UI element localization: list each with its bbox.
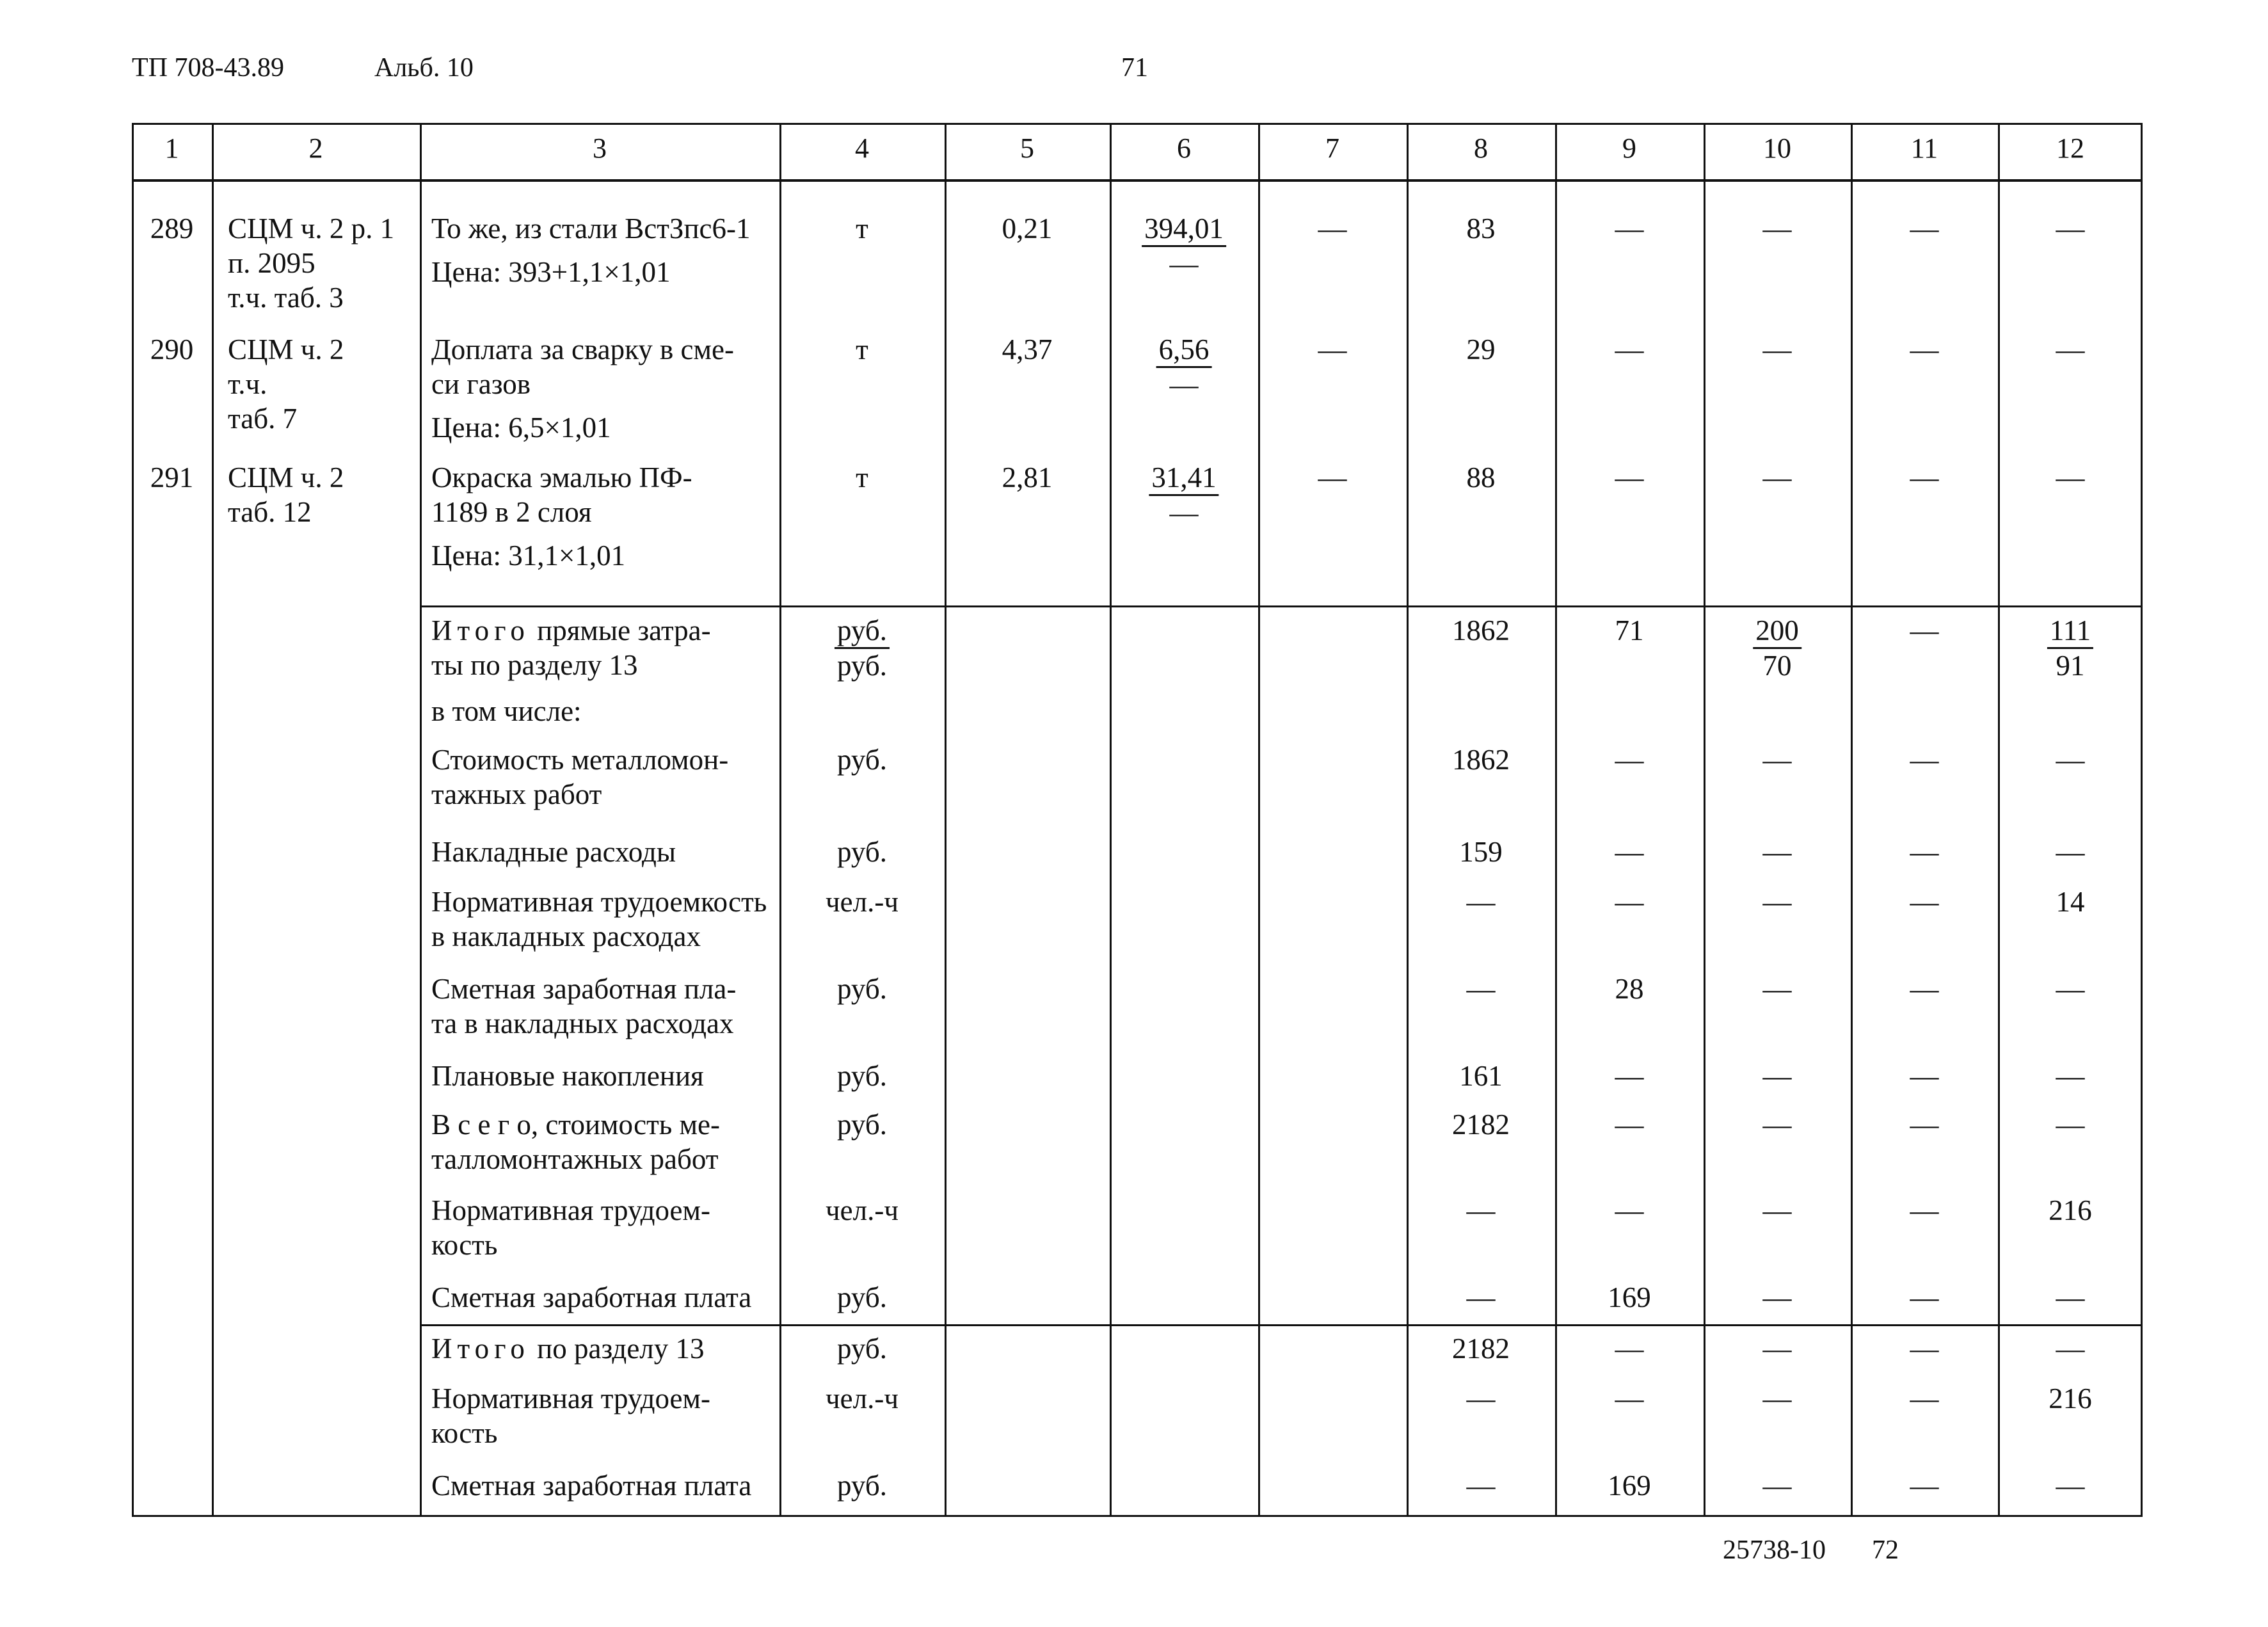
section-total-col-11: — — [1910, 1333, 1939, 1365]
summary-row-col-9: — — [1615, 1194, 1644, 1226]
section-total-label-rest: по разделу 13 — [529, 1333, 705, 1365]
summary-row-label: тажных работ — [431, 778, 602, 810]
section-row-unit: чел.-ч — [826, 1383, 898, 1415]
estimate-table — [132, 123, 2143, 1517]
summary-row-label: Стоимость металломон- — [431, 744, 729, 776]
row-number: 291 — [150, 461, 194, 493]
unit-price — [1142, 211, 1226, 280]
column-number-6: 6 — [1177, 132, 1191, 164]
summary-row-col-12: — — [2056, 1060, 2085, 1092]
direct-costs-col-11: — — [1910, 614, 1939, 646]
summary-row-unit: чел.-ч — [826, 1194, 898, 1226]
section-row-label: кость — [431, 1417, 498, 1449]
summary-row-col-10: — — [1762, 1060, 1792, 1092]
section-total-col-12: — — [2056, 1333, 2085, 1365]
unit: т — [856, 461, 868, 493]
summary-row-col-9: 169 — [1608, 1281, 1651, 1313]
section-row-col-12: 216 — [2048, 1383, 2092, 1415]
value-col-7: — — [1318, 461, 1347, 493]
value-col-9: — — [1615, 461, 1644, 493]
summary-row-label: Плановые накопления — [431, 1060, 704, 1092]
section-row-col-11: — — [1910, 1470, 1939, 1502]
summary-row-col-10: — — [1762, 886, 1792, 918]
summary-row-col-8: 1862 — [1452, 744, 1510, 776]
direct-costs-label — [431, 613, 711, 648]
norm-reference: таб. 12 — [228, 496, 312, 528]
summary-row-col-9: — — [1615, 744, 1644, 776]
column-number-9: 9 — [1622, 132, 1636, 164]
summary-row-col-9: — — [1615, 836, 1644, 868]
section-total-col-8: 2182 — [1452, 1333, 1510, 1365]
header-separator — [132, 179, 2143, 182]
norm-reference: СЦМ ч. 2 — [228, 333, 344, 365]
unit-price — [1156, 332, 1212, 401]
quantity: 0,21 — [1002, 212, 1053, 244]
value-col-11: — — [1910, 333, 1939, 365]
summary-row-col-12: 14 — [2056, 886, 2085, 918]
footer-code: 25738-10 — [1723, 1535, 1826, 1565]
column-rule-5 — [1110, 123, 1112, 1517]
norm-reference: т.ч. таб. 3 — [228, 282, 344, 314]
value-col-10: — — [1762, 333, 1792, 365]
column-rule-12 — [2141, 123, 2143, 1517]
quantity: 2,81 — [1002, 461, 1053, 493]
page-number: 71 — [1121, 53, 1148, 83]
summary-row-col-10: — — [1762, 1109, 1792, 1141]
summary-row-label: талломонтажных работ — [431, 1143, 719, 1175]
value-col-7: — — [1318, 333, 1347, 365]
value-col-12: — — [2056, 212, 2085, 244]
section-row-col-9: — — [1615, 1383, 1644, 1415]
column-number-11: 11 — [1910, 132, 1938, 164]
summary-row-col-8: — — [1466, 886, 1496, 918]
value-col-11: — — [1910, 212, 1939, 244]
doc-code: ТП 708-43.89 — [132, 53, 284, 83]
summary-row-col-8: 2182 — [1452, 1109, 1510, 1141]
summary-row-col-11: — — [1910, 1060, 1939, 1092]
norm-reference: п. 2095 — [228, 247, 315, 279]
summary-row-col-10: — — [1762, 973, 1792, 1005]
value-col-7: — — [1318, 212, 1347, 244]
summary-row-col-12: — — [2056, 836, 2085, 868]
section-total-unit: руб. — [837, 1333, 887, 1365]
unit-price-numerator: 31,41 — [1149, 461, 1218, 496]
total-word: Итого — [431, 614, 530, 646]
direct-costs-labor-numerator: 111 — [2047, 614, 2093, 649]
summary-row-unit: руб. — [837, 1281, 887, 1313]
section-row-unit: руб. — [837, 1470, 887, 1502]
unit-price-numerator: 6,56 — [1156, 333, 1212, 368]
direct-costs-machines — [1753, 613, 1801, 682]
summary-row-col-10: — — [1762, 1281, 1792, 1313]
summary-row-col-8: 159 — [1459, 836, 1503, 868]
summary-row-label: Нормативная трудоем- — [431, 1194, 710, 1226]
norm-reference: СЦМ ч. 2 — [228, 461, 344, 493]
summary-row-col-9: — — [1615, 1060, 1644, 1092]
work-description: Окраска эмалью ПФ- — [431, 461, 692, 493]
summary-row-label: та в накладных расходах — [431, 1007, 734, 1039]
unit-price-denominator: — — [1169, 248, 1199, 280]
work-description: 1189 в 2 слоя — [431, 496, 592, 528]
summary-row-col-9: 28 — [1615, 973, 1644, 1005]
norm-reference: СЦМ ч. 2 р. 1 — [228, 212, 395, 244]
summary-row-label: Накладные расходы — [431, 836, 676, 868]
section-row-label: Сметная заработная плата — [431, 1470, 752, 1502]
direct-costs-machines-denominator: 70 — [1762, 650, 1792, 682]
norm-reference: таб. 7 — [228, 403, 298, 435]
summary-row-col-10: — — [1762, 1194, 1792, 1226]
summary-row-label: Сметная заработная пла- — [431, 973, 737, 1005]
column-rule-10 — [1851, 123, 1853, 1517]
value-col-10: — — [1762, 461, 1792, 493]
direct-costs-total: 1862 — [1452, 614, 1510, 646]
column-number-4: 4 — [855, 132, 869, 164]
column-number-2: 2 — [308, 132, 323, 164]
summary-row-col-11: — — [1910, 973, 1939, 1005]
value-col-8: 83 — [1466, 212, 1496, 244]
work-description: Цена: 31,1×1,01 — [431, 540, 626, 572]
summary-row-label: в накладных расходах — [431, 920, 701, 952]
value-col-9: — — [1615, 212, 1644, 244]
direct-costs-label-line2: ты по разделу 13 — [431, 649, 638, 681]
work-description: Цена: 393+1,1×1,01 — [431, 256, 671, 288]
section-total-label — [431, 1331, 705, 1366]
column-rule-7 — [1407, 123, 1409, 1517]
subtotal-separator — [420, 605, 2143, 607]
column-rule-4 — [945, 123, 946, 1517]
direct-costs-unit-denominator: руб. — [837, 650, 887, 682]
summary-row-col-10: — — [1762, 836, 1792, 868]
summary-row-col-12: — — [2056, 1109, 2085, 1141]
value-col-10: — — [1762, 212, 1792, 244]
column-number-5: 5 — [1020, 132, 1034, 164]
summary-row-col-12: — — [2056, 744, 2085, 776]
unit-price-numerator: 394,01 — [1142, 212, 1226, 247]
including-label: в том числе: — [431, 695, 582, 727]
direct-costs-label-rest: прямые затра- — [529, 614, 711, 646]
summary-row-unit: руб. — [837, 1060, 887, 1092]
summary-row-col-10: — — [1762, 744, 1792, 776]
summary-row-col-11: — — [1910, 886, 1939, 918]
section-row-col-11: — — [1910, 1383, 1939, 1415]
row-number: 289 — [150, 212, 194, 244]
unit: т — [856, 333, 868, 365]
section-row-col-12: — — [2056, 1470, 2085, 1502]
column-rule-1 — [212, 123, 214, 1517]
summary-row-col-8: — — [1466, 1281, 1496, 1313]
direct-costs-machines-numerator: 200 — [1753, 614, 1801, 649]
unit: т — [856, 212, 868, 244]
summary-row-col-11: — — [1910, 744, 1939, 776]
summary-row-label: Нормативная трудоемкость — [431, 886, 767, 918]
work-description: Доплата за сварку в сме- — [431, 333, 734, 365]
summary-row-col-8: 161 — [1459, 1060, 1503, 1092]
summary-row-col-12: 216 — [2048, 1194, 2092, 1226]
value-col-12: — — [2056, 333, 2085, 365]
summary-row-col-12: — — [2056, 1281, 2085, 1313]
column-rule-9 — [1704, 123, 1705, 1517]
section-row-col-9: 169 — [1608, 1470, 1651, 1502]
summary-row-col-11: — — [1910, 1194, 1939, 1226]
column-rule-11 — [1998, 123, 2000, 1517]
summary-row-col-9: — — [1615, 886, 1644, 918]
section-row-col-8: — — [1466, 1470, 1496, 1502]
value-col-9: — — [1615, 333, 1644, 365]
column-rule-6 — [1258, 123, 1260, 1517]
footer-page: 72 — [1872, 1535, 1899, 1565]
summary-row-col-11: — — [1910, 836, 1939, 868]
value-col-12: — — [2056, 461, 2085, 493]
section-total-separator — [420, 1324, 2143, 1326]
summary-row-unit: чел.-ч — [826, 886, 898, 918]
direct-costs-unit-numerator: руб. — [835, 614, 890, 649]
table-top-border — [132, 123, 2143, 125]
column-number-3: 3 — [593, 132, 607, 164]
work-description: Цена: 6,5×1,01 — [431, 412, 611, 444]
summary-row-unit: руб. — [837, 973, 887, 1005]
value-col-8: 88 — [1466, 461, 1496, 493]
direct-costs-unit — [835, 613, 890, 682]
unit-price — [1149, 460, 1218, 529]
section-total-col-10: — — [1762, 1333, 1792, 1365]
table-bottom-border — [132, 1515, 2143, 1517]
summary-row-label: Сметная заработная плата — [431, 1281, 752, 1313]
summary-row-col-11: — — [1910, 1281, 1939, 1313]
column-number-1: 1 — [164, 132, 179, 164]
summary-row-col-11: — — [1910, 1109, 1939, 1141]
summary-row-label: В с е г о, стоимость ме- — [431, 1109, 720, 1141]
section-row-col-10: — — [1762, 1383, 1792, 1415]
section-row-col-10: — — [1762, 1470, 1792, 1502]
column-rule-0 — [132, 123, 134, 1517]
work-description: си газов — [431, 368, 531, 400]
total-word: Итого — [431, 1333, 530, 1365]
direct-costs-wages: 71 — [1615, 614, 1644, 646]
column-number-7: 7 — [1325, 132, 1339, 164]
norm-reference: т.ч. — [228, 368, 268, 400]
section-total-col-9: — — [1615, 1333, 1644, 1365]
summary-row-col-9: — — [1615, 1109, 1644, 1141]
unit-price-denominator: — — [1169, 497, 1199, 529]
summary-row-label: кость — [431, 1229, 498, 1261]
unit-price-denominator: — — [1169, 369, 1199, 401]
column-number-12: 12 — [2056, 132, 2084, 164]
summary-row-col-8: — — [1466, 1194, 1496, 1226]
section-row-col-8: — — [1466, 1383, 1496, 1415]
row-number: 290 — [150, 333, 194, 365]
summary-row-unit: руб. — [837, 1109, 887, 1141]
column-number-10: 10 — [1763, 132, 1791, 164]
column-rule-3 — [779, 123, 781, 1517]
quantity: 4,37 — [1002, 333, 1053, 365]
summary-row-unit: руб. — [837, 744, 887, 776]
value-col-8: 29 — [1466, 333, 1496, 365]
column-rule-2 — [420, 123, 422, 1517]
direct-costs-labor-denominator: 91 — [2056, 650, 2085, 682]
column-number-8: 8 — [1474, 132, 1488, 164]
summary-row-col-12: — — [2056, 973, 2085, 1005]
value-col-11: — — [1910, 461, 1939, 493]
direct-costs-labor — [2047, 613, 2093, 682]
column-rule-8 — [1555, 123, 1557, 1517]
summary-row-unit: руб. — [837, 836, 887, 868]
section-row-label: Нормативная трудоем- — [431, 1383, 710, 1415]
album-label: Альб. 10 — [374, 53, 474, 83]
summary-row-col-8: — — [1466, 973, 1496, 1005]
work-description: То же, из стали ВстЗпс6-1 — [431, 212, 751, 244]
